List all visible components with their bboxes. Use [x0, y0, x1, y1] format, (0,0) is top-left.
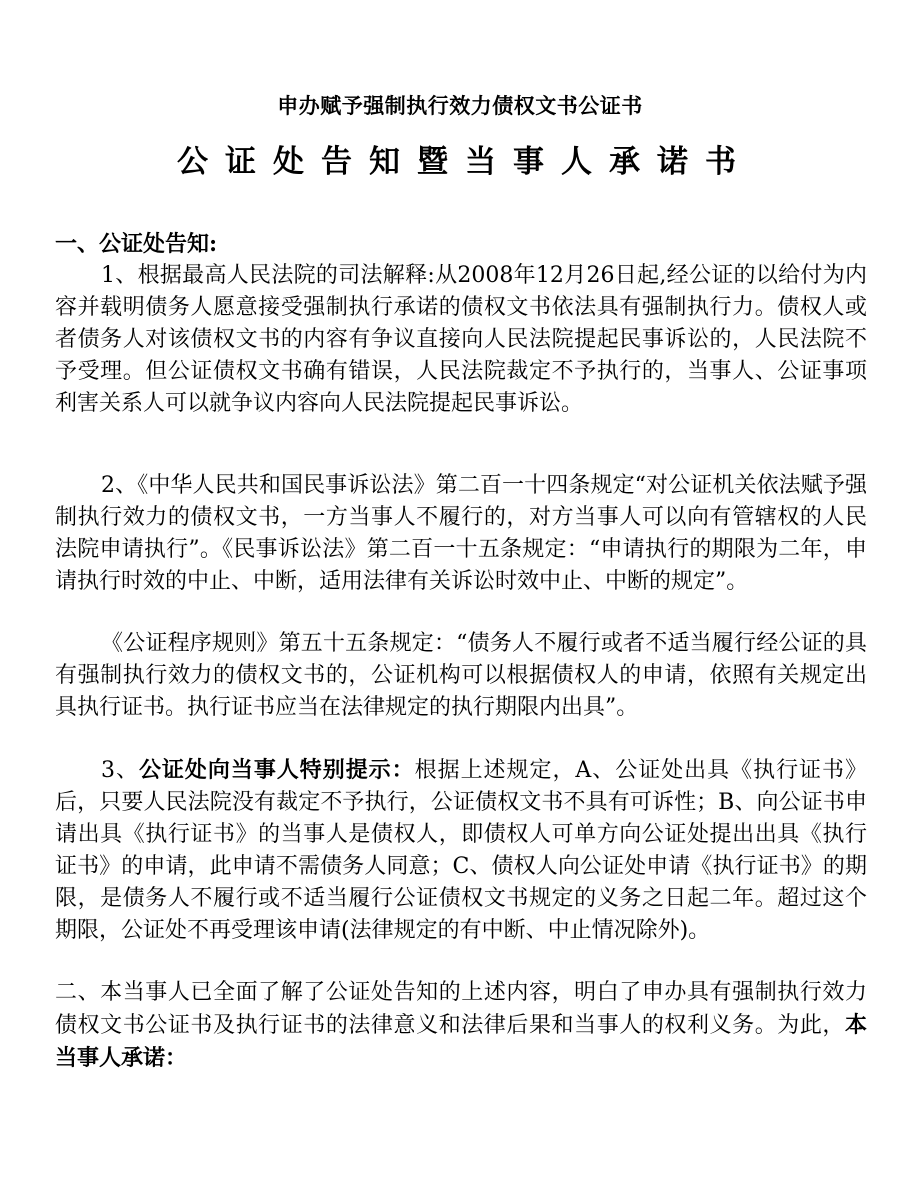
item3-text: 根据上述规定，A、公证处出具《执行证书》后，只要人民法院没有裁定不予执行，公证债权文书不具有可诉性；B、向公证书申请出具《执行证书》的当事人是债权人，即债权人可单方向公证处提出出具《执行证书》的申请，此申请不需债务人同意；C、债权人向公证处申请《执行证书》的期限，是债务人不履行或不适当履行公证债权文书规定的义务之日起二年。超过这个期限，公证处不再受理该申请(法律规定的有中断、中止情况除外)。 [55, 758, 867, 943]
notice-item-2: 2、《中华人民共和国民事诉讼法》第二百一十四条规定“对公证机关依法赋予强制执行效力的债权文书，一方当事人不履行的，对方当事人可以向有管辖权的人民法院申请执行”。《民事诉讼法》第二百一十五条规定：“申请执行的期限为二年，申请执行时效的中止、中断，适用法律有关诉讼时效中止、中断的规定”。 [55, 473, 867, 594]
section2-commitment: 本当事人承诺： [55, 1012, 867, 1071]
notice-item-1: 1、根据最高人民法院的司法解释:从2008年12月26日起,经公证的以给付为内容并载明债务人愿意接受强制执行承诺的债权文书依法具有强制执行力。债权人或者债务人对该债权文书的内容有争议直接向人民法院提起民事诉讼的，人民法院不予受理。但公证债权文书确有错误，人民法院裁定不予执行的，当事人、公证事项利害关系人可以就争议内容向人民法院提起民事诉讼。 [55, 263, 867, 416]
notice-item-3 [55, 754, 867, 947]
section2-paragraph [55, 977, 867, 1075]
item3-special-notice: 公证处向当事人特别提示： [138, 757, 415, 783]
item3-number: 3、 [101, 758, 139, 783]
section1-heading: 一、公证处告知: [55, 231, 218, 257]
section2-text: 二、本当事人已全面了解了公证处告知的上述内容，明白了申办具有强制执行效力债权文书公证书及执行证书的法律意义和法律后果和当事人的权利义务。为此， [55, 980, 867, 1038]
spacer [55, 947, 867, 977]
notice-item-2-rule: 《公证程序规则》第五十五条规定：“债务人不履行或者不适当履行经公证的具有强制执行效力的债权文书的，公证机构可以根据债权人的申请，依照有关规定出具执行证书。执行证书应当在法律规定的执行期限内出具”。 [55, 631, 867, 720]
document-title: 公证处告知暨当事人承诺书 [177, 144, 753, 180]
document-subtitle: 申办赋予强制执行效力债权文书公证书 [277, 94, 643, 118]
spacer [55, 420, 867, 470]
spacer [55, 724, 867, 754]
document-body [55, 228, 867, 1075]
spacer [55, 598, 867, 628]
